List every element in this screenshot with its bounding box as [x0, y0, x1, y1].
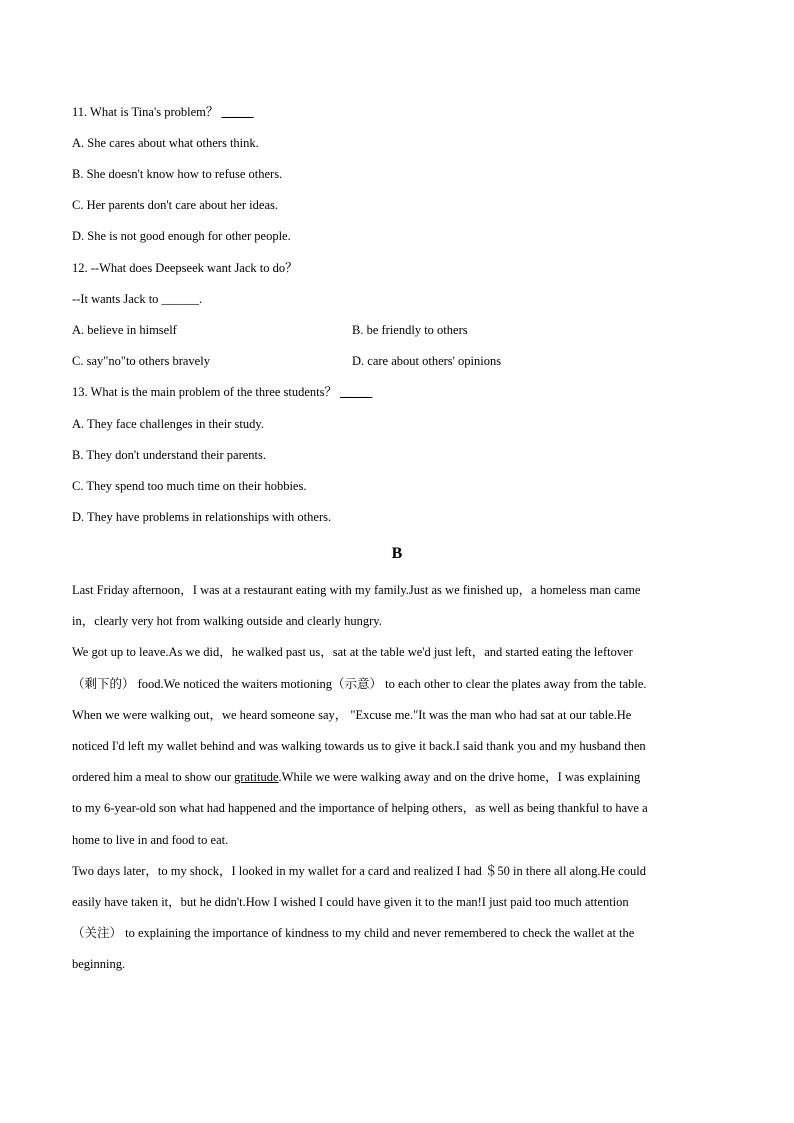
passage-line: easily have taken it，but he didn't.How I wished I could have given it to the man!I just paid too much attention: [72, 895, 629, 909]
question-12-answer-line: --It wants Jack to ______.: [72, 292, 203, 306]
question-11-stem: [72, 104, 253, 120]
passage-line: noticed I'd left my wallet behind and was walking towards us to give it back.I said thank you and my husband then: [72, 739, 646, 753]
question-12-option-d: D. care about others' opinions: [352, 354, 502, 368]
question-13-text: 13. What is the main problem of the three students？: [72, 385, 337, 399]
passage-line: to my 6-year-old son what had happened and the importance of helping others，as well as being thankful to have a: [72, 801, 648, 815]
question-12-option-a: A. believe in himself: [72, 323, 177, 337]
question-11-text: 11. What is Tina's problem？: [72, 105, 219, 119]
question-12-stem: 12. --What does Deepseek want Jack to do？: [72, 261, 298, 275]
answer-blank: ______: [221, 105, 253, 119]
question-13-option-a: A. They face challenges in their study.: [72, 417, 264, 431]
passage-line: We got up to leave.As we did，he walked past us，sat at the table we'd just left，and started eating the leftover: [72, 645, 633, 659]
passage-text: .While we were walking away and on the drive home，I was explaining: [278, 770, 641, 784]
question-12-option-b: B. be friendly to others: [352, 323, 468, 337]
question-11-option-c: C. Her parents don't care about her ideas.: [72, 198, 278, 212]
vocabulary-word: gratitude: [234, 770, 279, 784]
passage-line: （剩下的） food.We noticed the waiters motioning（示意） to each other to clear the plates away from the table.: [72, 677, 647, 691]
passage-line: [72, 769, 640, 785]
answer-blank: ______: [340, 385, 372, 399]
question-11-option-b: B. She doesn't know how to refuse others.: [72, 167, 283, 181]
passage-line: Last Friday afternoon，I was at a restaurant eating with my family.Just as we finished up，a homeless man came: [72, 583, 641, 597]
question-13-option-b: B. They don't understand their parents.: [72, 448, 266, 462]
passage-line: （关注） to explaining the importance of kindness to my child and never remembered to check the wallet at the: [72, 926, 635, 940]
question-12-option-c: C. say"no"to others bravely: [72, 354, 210, 368]
passage-line: beginning.: [72, 957, 126, 971]
question-13-option-c: C. They spend too much time on their hobbies.: [72, 479, 307, 493]
question-13-option-d: D. They have problems in relationships with others.: [72, 510, 332, 524]
question-11-option-a: A. She cares about what others think.: [72, 136, 259, 150]
section-title: B: [391, 545, 403, 562]
passage-line: in，clearly very hot from walking outside and clearly hungry.: [72, 614, 382, 628]
passage-line: Two days later，to my shock，I looked in my wallet for a card and realized I had ＄50 in there all along.He could: [72, 864, 646, 878]
passage-line: home to live in and food to eat.: [72, 833, 229, 847]
question-11-option-d: D. She is not good enough for other people.: [72, 229, 291, 243]
passage-text: ordered him a meal to show our: [72, 770, 235, 784]
question-13-stem: [72, 384, 372, 400]
passage-line: When we were walking out，we heard someone say， "Excuse me."It was the man who had sat at our table.He: [72, 708, 632, 722]
